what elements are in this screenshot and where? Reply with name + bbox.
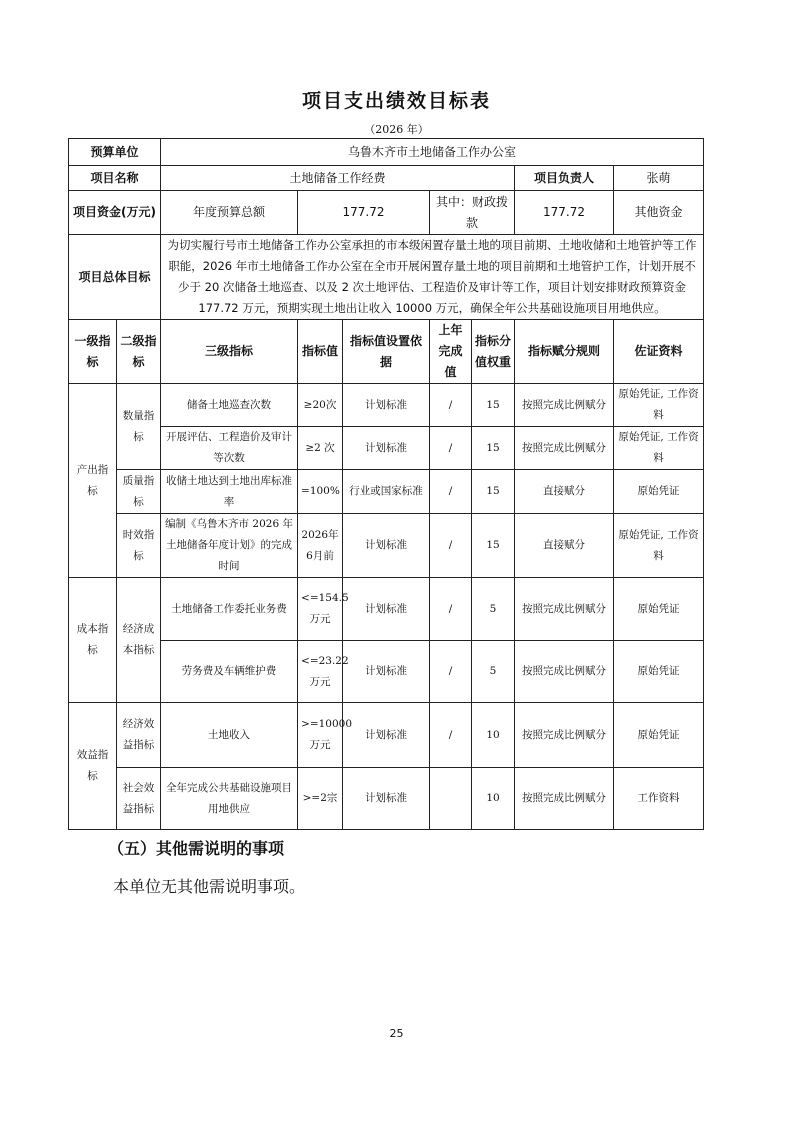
indicator-rule: 按照完成比例赋分 xyxy=(515,427,614,470)
annual-budget-value: 177.72 xyxy=(298,191,430,235)
indicator-rule: 按照完成比例赋分 xyxy=(515,641,614,703)
section-note: 本单位无其他需说明事项。 xyxy=(113,877,306,896)
col-scoring-rule: 指标赋分规则 xyxy=(515,320,614,384)
column-header-row xyxy=(69,320,704,384)
indicator-last-year: / xyxy=(430,384,472,427)
indicator-evidence: 工作资料 xyxy=(614,768,704,830)
indicator-name: 土地储备工作委托业务费 xyxy=(161,578,298,641)
indicator-weight: 5 xyxy=(472,578,515,641)
indicator-last-year: / xyxy=(430,703,472,768)
subgroup-social-benefit: 社会效益指标 xyxy=(117,768,161,830)
indicator-value: >=2宗 xyxy=(298,768,343,830)
page-title: 项目支出绩效目标表 xyxy=(301,90,491,112)
indicator-weight: 10 xyxy=(472,768,515,830)
subgroup-economic-benefit: 经济效益指标 xyxy=(117,703,161,768)
indicator-value: <=23.22万元 xyxy=(298,641,343,703)
indicator-name: 全年完成公共基础设施项目用地供应 xyxy=(161,768,298,830)
subgroup-quality: 质量指标 xyxy=(117,470,161,514)
overall-goal-text: 为切实履行号市土地储备工作办公室承担的市本级闲置存量土地的项目前期、土地收储和土地管护等工作职能，2026 年市土地储备工作办公室在全市开展闲置存量土地的项目前期和土地管护工作，计划开展不少于 20 次储备土地巡查、以及 2 次土地评估、工程造价及审计等工作，项目计划安排财政预算资金 177.72 万元，预期实现土地出让收入 10000 万元，确保全年公共基础设施项目用地供应。 xyxy=(161,235,704,320)
group-cost-indicators: 成本指标 xyxy=(69,578,117,703)
col-last-year-value: 上年完成值 xyxy=(430,320,472,384)
indicator-name: 编制《乌鲁木齐市 2026 年土地储备年度计划》的完成时间 xyxy=(161,514,298,578)
indicator-value: ≥20次 xyxy=(298,384,343,427)
table-row xyxy=(69,768,704,830)
group-output-indicators: 产出指标 xyxy=(69,384,117,578)
project-leader-value: 张萌 xyxy=(614,166,704,191)
col-indicator-value: 指标值 xyxy=(298,320,343,384)
indicator-basis: 计划标准 xyxy=(343,768,430,830)
indicator-last-year xyxy=(430,768,472,830)
annual-budget-label: 年度预算总额 xyxy=(161,191,298,235)
indicator-value: <=154.5万元 xyxy=(298,578,343,641)
overall-goal-row xyxy=(69,235,704,320)
indicator-name: 劳务费及车辆维护费 xyxy=(161,641,298,703)
table-year: （2026 年） xyxy=(364,123,429,136)
indicator-rule: 按照完成比例赋分 xyxy=(515,384,614,427)
col-level1-indicator: 一级指标 xyxy=(69,320,117,384)
indicator-rule: 按照完成比例赋分 xyxy=(515,768,614,830)
indicator-basis: 计划标准 xyxy=(343,384,430,427)
fiscal-allocation-label: 其中：财政拨款 xyxy=(430,191,515,235)
indicator-rule: 按照完成比例赋分 xyxy=(515,578,614,641)
section-heading: （五）其他需说明的事项 xyxy=(108,839,285,858)
indicator-basis: 计划标准 xyxy=(343,641,430,703)
indicator-evidence: 原始凭证, 工作资料 xyxy=(614,514,704,578)
indicator-weight: 15 xyxy=(472,514,515,578)
table-row xyxy=(69,384,704,427)
subgroup-timeliness: 时效指标 xyxy=(117,514,161,578)
col-value-basis: 指标值设置依据 xyxy=(343,320,430,384)
indicator-evidence: 原始凭证 xyxy=(614,578,704,641)
col-level3-indicator: 三级指标 xyxy=(161,320,298,384)
indicator-weight: 10 xyxy=(472,703,515,768)
indicator-last-year: / xyxy=(430,470,472,514)
indicator-evidence: 原始凭证, 工作资料 xyxy=(614,427,704,470)
budget-unit-label: 预算单位 xyxy=(69,139,161,166)
indicator-last-year: / xyxy=(430,641,472,703)
table-row xyxy=(69,703,704,768)
indicator-value: >=10000万元 xyxy=(298,703,343,768)
budget-unit-value: 乌鲁木齐市土地储备工作办公室 xyxy=(161,139,704,166)
col-evidence: 佐证资料 xyxy=(614,320,704,384)
indicator-weight: 15 xyxy=(472,470,515,514)
table-row xyxy=(69,641,704,703)
indicator-name: 开展评估、工程造价及审计等次数 xyxy=(161,427,298,470)
indicator-basis: 行业或国家标准 xyxy=(343,470,430,514)
indicator-basis: 计划标准 xyxy=(343,427,430,470)
indicator-value: ≥2 次 xyxy=(298,427,343,470)
indicator-evidence: 原始凭证 xyxy=(614,703,704,768)
col-level2-indicator: 二级指标 xyxy=(117,320,161,384)
project-funds-row xyxy=(69,191,704,235)
indicator-name: 土地收入 xyxy=(161,703,298,768)
subgroup-quantity: 数量指标 xyxy=(117,384,161,470)
project-name-value: 土地储备工作经费 xyxy=(161,166,515,191)
col-weight: 指标分值权重 xyxy=(472,320,515,384)
project-funds-label: 项目资金(万元) xyxy=(69,191,161,235)
group-benefit-indicators: 效益指标 xyxy=(69,703,117,830)
indicator-value: 2026年6月前 xyxy=(298,514,343,578)
indicator-rule: 按照完成比例赋分 xyxy=(515,703,614,768)
indicator-evidence: 原始凭证 xyxy=(614,470,704,514)
indicator-name: 收储土地达到土地出库标准率 xyxy=(161,470,298,514)
overall-goal-label: 项目总体目标 xyxy=(69,235,161,320)
other-funds-label: 其他资金 xyxy=(614,191,704,235)
indicator-evidence: 原始凭证 xyxy=(614,641,704,703)
table-row xyxy=(69,427,704,470)
project-leader-label: 项目负责人 xyxy=(515,166,614,191)
project-name-label: 项目名称 xyxy=(69,166,161,191)
subgroup-economic-cost: 经济成本指标 xyxy=(117,578,161,703)
indicator-name: 储备土地巡查次数 xyxy=(161,384,298,427)
page-number: 25 xyxy=(389,1027,404,1040)
indicator-last-year: / xyxy=(430,427,472,470)
indicator-weight: 15 xyxy=(472,384,515,427)
indicator-weight: 15 xyxy=(472,427,515,470)
budget-unit-row xyxy=(69,139,704,166)
indicator-value: =100% xyxy=(298,470,343,514)
indicator-weight: 5 xyxy=(472,641,515,703)
indicator-last-year: / xyxy=(430,578,472,641)
performance-target-table xyxy=(68,138,704,830)
table-row xyxy=(69,470,704,514)
indicator-basis: 计划标准 xyxy=(343,578,430,641)
indicator-rule: 直接赋分 xyxy=(515,514,614,578)
indicator-last-year: / xyxy=(430,514,472,578)
indicator-basis: 计划标准 xyxy=(343,703,430,768)
indicator-rule: 直接赋分 xyxy=(515,470,614,514)
indicator-basis: 计划标准 xyxy=(343,514,430,578)
table-row xyxy=(69,578,704,641)
indicator-evidence: 原始凭证, 工作资料 xyxy=(614,384,704,427)
fiscal-allocation-value: 177.72 xyxy=(515,191,614,235)
table-row xyxy=(69,514,704,578)
project-name-row xyxy=(69,166,704,191)
